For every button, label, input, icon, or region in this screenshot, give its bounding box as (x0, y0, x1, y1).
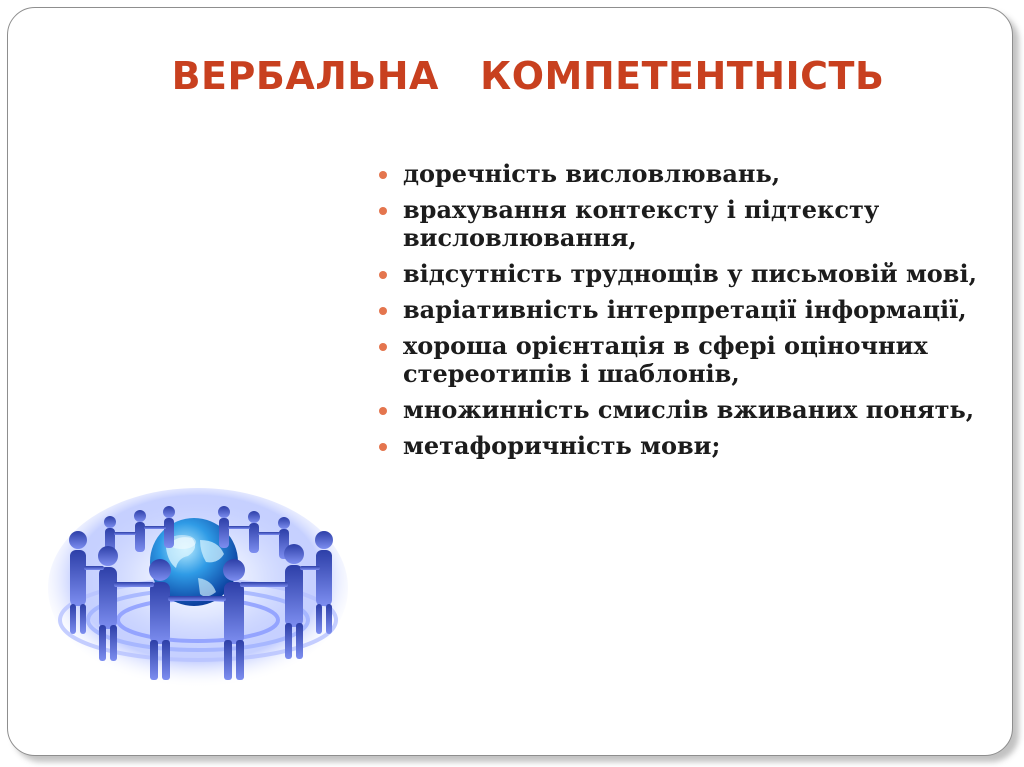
slide-title: ВЕРБАЛЬНА КОМПЕТЕНТНІСТЬ (171, 54, 885, 98)
bullet-dot-icon (379, 407, 387, 415)
bullet-list (379, 160, 979, 468)
bullet-text: доречність висловлювань, (403, 159, 781, 188)
bullet-text: множинність смислів вживаних понять, (403, 395, 975, 424)
bullet-dot-icon (379, 307, 387, 315)
bullet-text: варіативність інтерпретації інформації, (403, 295, 967, 324)
bullet-dot-icon (379, 207, 387, 215)
bullet-item (379, 332, 979, 388)
bullet-dot-icon (379, 343, 387, 351)
bullet-item (379, 260, 979, 288)
bullet-text: відсутність труднощів у письмовій мові, (403, 259, 977, 288)
bullet-item (379, 296, 979, 324)
bullet-text: врахування контексту і підтексту висловлювання, (403, 195, 880, 252)
bullet-dot-icon (379, 271, 387, 279)
bullet-item (379, 396, 979, 424)
bullet-text: метафоричність мови; (403, 431, 721, 460)
bullet-item (379, 432, 979, 460)
people-around-globe-icon (48, 470, 358, 690)
bullet-item (379, 196, 979, 252)
bullet-dot-icon (379, 443, 387, 451)
slide (7, 7, 1013, 756)
bullet-dot-icon (379, 171, 387, 179)
bullet-item (379, 160, 979, 188)
bullet-text: хороша орієнтація в сфері оціночних стереотипів і шаблонів, (403, 331, 928, 388)
